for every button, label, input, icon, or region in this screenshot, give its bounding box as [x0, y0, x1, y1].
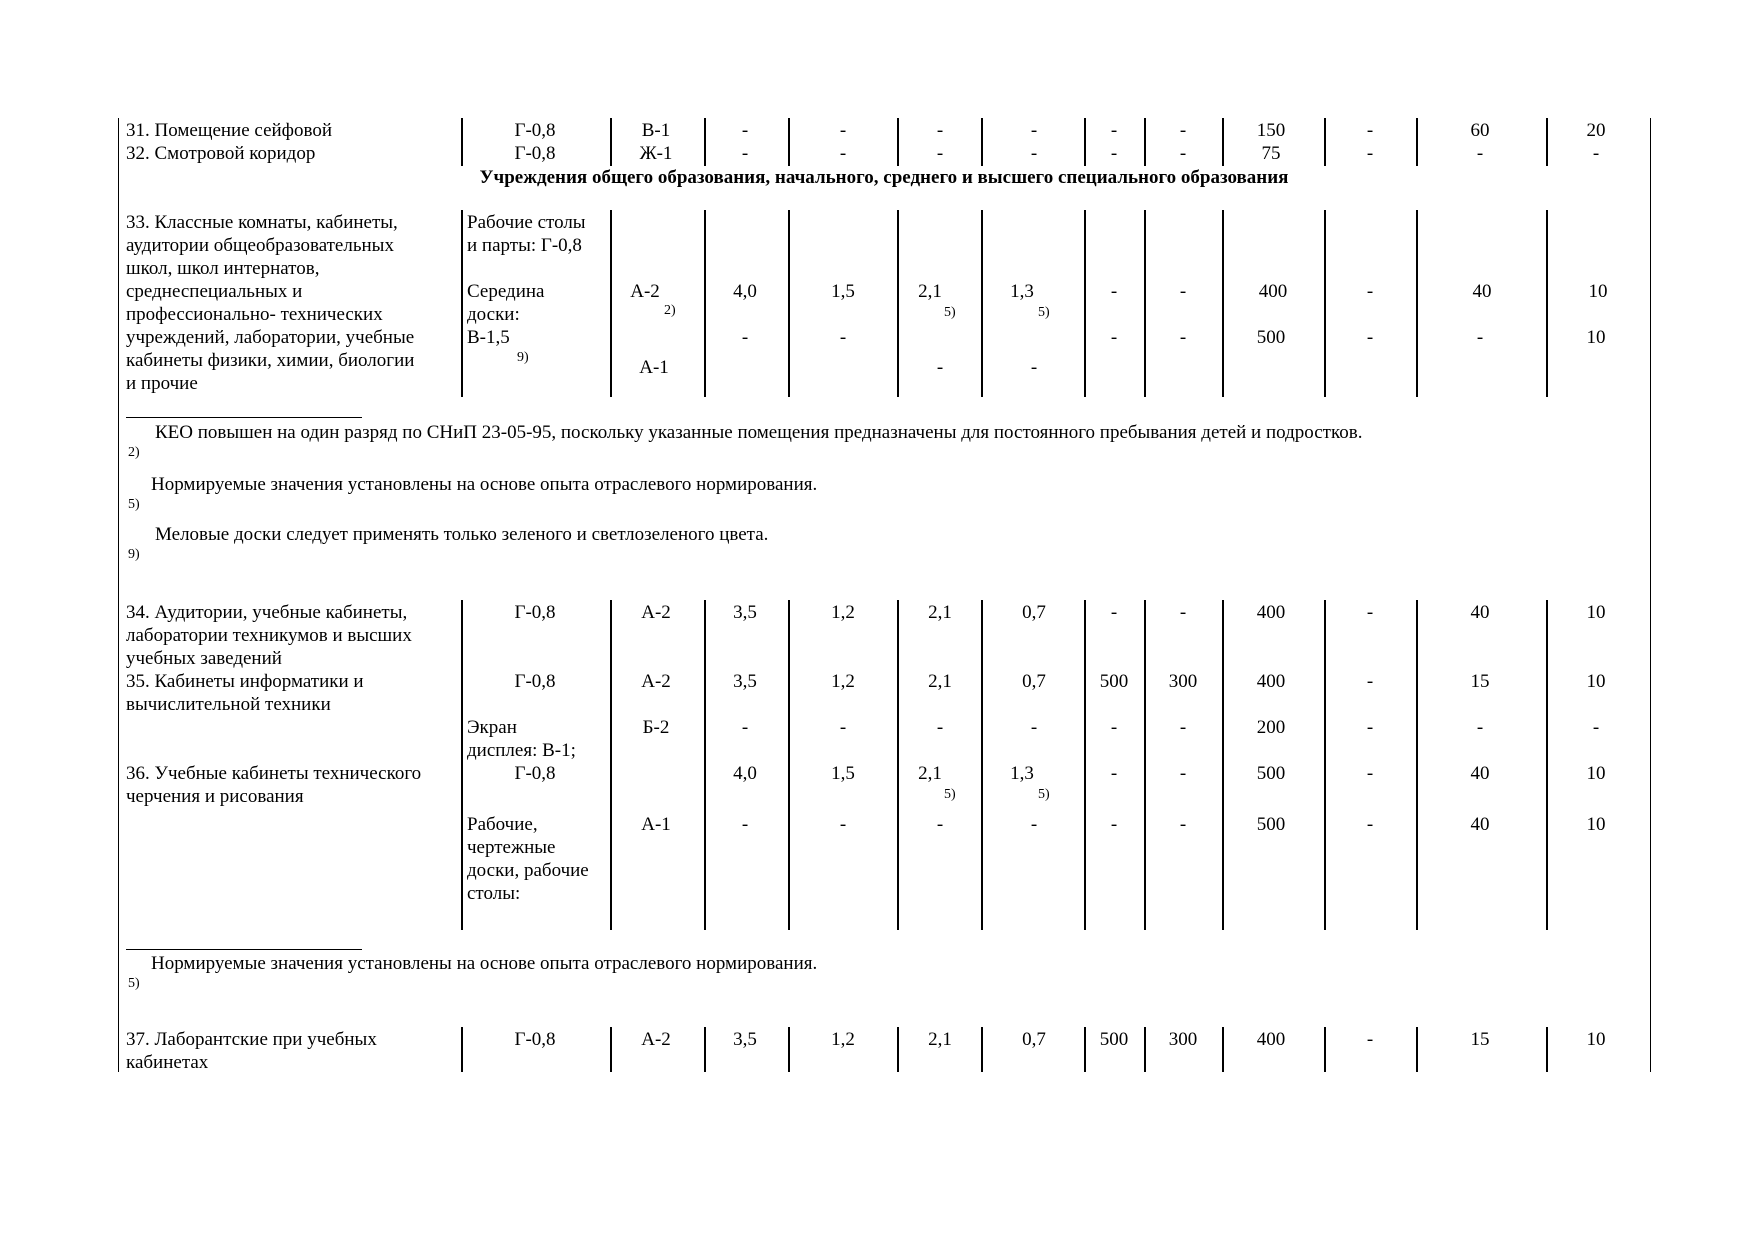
cell: А-2 — [630, 281, 660, 302]
row-name-line: кабинеты физики, химии, биологии — [126, 350, 415, 371]
cell: 1,2 — [831, 602, 855, 623]
plane-line: Рабочие столы — [467, 212, 586, 233]
cell: 400 — [1256, 602, 1286, 623]
cell: 0,7 — [1022, 1029, 1046, 1050]
cell: 500 — [1256, 814, 1286, 835]
cell: А-2 — [641, 671, 671, 692]
cell: - — [936, 717, 944, 738]
cell: 4,0 — [733, 281, 757, 302]
cell: - — [1476, 717, 1484, 738]
cell: - — [741, 327, 749, 348]
cell: 40 — [1470, 763, 1490, 784]
cell: - — [1110, 717, 1118, 738]
row-name-line: школ, школ интернатов, — [126, 258, 320, 279]
cell: - — [1110, 143, 1118, 164]
cell: 150 — [1256, 120, 1286, 141]
cell: - — [1366, 602, 1374, 623]
cell: Г-0,8 — [514, 763, 556, 784]
footnote-text: Нормируемые значения установлены на основе опыта отраслевого нормирования. — [151, 953, 818, 974]
cell: 1,2 — [831, 671, 855, 692]
cell: 10 — [1586, 1029, 1606, 1050]
cell: - — [1366, 281, 1374, 302]
cell: - — [1476, 327, 1484, 348]
footnote-rule — [126, 417, 362, 418]
cell: А-1 — [641, 814, 671, 835]
cell: 2,1 — [918, 281, 942, 302]
cell: - — [1476, 143, 1484, 164]
cell: - — [741, 120, 749, 141]
plane-line: В-1,5 — [467, 327, 510, 348]
cell: Г-0,8 — [514, 671, 556, 692]
row-name-line: 37. Лаборантские при учебных — [126, 1029, 377, 1050]
row-name-line: черчения и рисования — [126, 786, 304, 807]
footnote-ref: 5) — [944, 787, 956, 802]
cell: 1,3 — [1010, 763, 1034, 784]
cell: 2,1 — [918, 763, 942, 784]
footnote-ref: 5) — [1038, 305, 1050, 320]
cell: - — [936, 143, 944, 164]
cell: - — [1366, 327, 1374, 348]
cell: 1,3 — [1010, 281, 1034, 302]
cell: 2,1 — [928, 1029, 952, 1050]
cell: - — [741, 814, 749, 835]
table-left-border — [118, 118, 119, 1072]
plane-line: дисплея: В-1; — [467, 740, 576, 761]
cell: - — [1179, 814, 1187, 835]
footnote-ref: 2) — [664, 303, 676, 318]
row-name: 31. Помещение сейфовой — [126, 120, 332, 141]
cell: 10 — [1586, 814, 1606, 835]
plane-line: доски, рабочие — [467, 860, 589, 881]
cell: 3,5 — [733, 671, 757, 692]
cell: - — [1366, 814, 1374, 835]
section-header: Учреждения общего образования, начального, среднего и высшего специального образования — [479, 167, 1289, 188]
row-name-line: аудитории общеобразовательных — [126, 235, 394, 256]
footnote-text: Нормируемые значения установлены на основе опыта отраслевого нормирования. — [151, 474, 818, 495]
cell: 20 — [1586, 120, 1606, 141]
cell: 60 — [1470, 120, 1490, 141]
cell: - — [1366, 763, 1374, 784]
cell: - — [1366, 1029, 1374, 1050]
cell: 3,5 — [733, 602, 757, 623]
cell: - — [1110, 602, 1118, 623]
row-name-line: 33. Классные комнаты, кабинеты, — [126, 212, 398, 233]
row-name: 32. Смотровой коридор — [126, 143, 316, 164]
cell: - — [1110, 281, 1118, 302]
cell: 400 — [1258, 281, 1288, 302]
cell: - — [1179, 717, 1187, 738]
plane-line: чертежные — [467, 837, 556, 858]
row-name-line: среднеспециальных и — [126, 281, 303, 302]
plane-line: Середина — [467, 281, 545, 302]
cell: 15 — [1470, 1029, 1490, 1050]
cell: 500 — [1099, 1029, 1129, 1050]
cell: Г-0,8 — [514, 143, 556, 164]
row-name-line: 34. Аудитории, учебные кабинеты, — [126, 602, 408, 623]
cell: 500 — [1099, 671, 1129, 692]
plane-line: доски: — [467, 304, 520, 325]
cell: 40 — [1470, 602, 1490, 623]
cell: В-1 — [641, 120, 671, 141]
cell: - — [1366, 143, 1374, 164]
cell: - — [1110, 120, 1118, 141]
cell: 500 — [1256, 327, 1286, 348]
cell: - — [1592, 717, 1600, 738]
cell: - — [839, 120, 847, 141]
cell: А-2 — [641, 1029, 671, 1050]
cell: 40 — [1470, 814, 1490, 835]
cell: 10 — [1586, 602, 1606, 623]
row-name-line: кабинетах — [126, 1052, 209, 1073]
cell: 3,5 — [733, 1029, 757, 1050]
cell: - — [741, 717, 749, 738]
cell: - — [1179, 281, 1187, 302]
cell: А-2 — [641, 602, 671, 623]
row-name-line: и прочие — [126, 373, 198, 394]
cell: 1,5 — [831, 281, 855, 302]
cell: 400 — [1256, 671, 1286, 692]
footnote-ref: 5) — [944, 305, 956, 320]
cell: - — [839, 327, 847, 348]
cell: 2,1 — [928, 671, 952, 692]
cell: - — [936, 120, 944, 141]
cell: 500 — [1256, 763, 1286, 784]
cell: Б-2 — [642, 717, 670, 738]
cell: 300 — [1168, 1029, 1198, 1050]
cell: - — [1179, 143, 1187, 164]
cell: - — [1030, 357, 1038, 378]
cell: 40 — [1472, 281, 1492, 302]
cell: 10 — [1586, 763, 1606, 784]
cell: - — [1179, 602, 1187, 623]
cell: - — [741, 143, 749, 164]
footnote-text: Меловые доски следует применять только зеленого и светлозеленого цвета. — [155, 524, 769, 545]
cell: 15 — [1470, 671, 1490, 692]
table-right-border — [1650, 118, 1651, 1072]
cell: 1,5 — [831, 763, 855, 784]
cell: Г-0,8 — [514, 1029, 556, 1050]
cell: - — [1366, 120, 1374, 141]
cell: А-1 — [639, 357, 669, 378]
cell: 10 — [1586, 671, 1606, 692]
row-name-line: учебных заведений — [126, 648, 282, 669]
cell: Г-0,8 — [514, 120, 556, 141]
row-name-line: профессионально- технических — [126, 304, 383, 325]
footnote-mark: 5) — [128, 497, 140, 512]
cell: - — [1030, 814, 1038, 835]
cell: - — [1030, 717, 1038, 738]
footnote-mark: 5) — [128, 976, 140, 991]
cell: - — [1110, 327, 1118, 348]
cell: - — [1030, 120, 1038, 141]
row-name-line: вычислительной техники — [126, 694, 331, 715]
cell: 10 — [1588, 281, 1608, 302]
cell: - — [1110, 763, 1118, 784]
cell: - — [1179, 120, 1187, 141]
cell: - — [839, 717, 847, 738]
footnote-mark: 2) — [128, 445, 140, 460]
cell: Ж-1 — [639, 143, 673, 164]
cell: - — [936, 357, 944, 378]
row-name-line: 35. Кабинеты информатики и — [126, 671, 364, 692]
cell: 75 — [1261, 143, 1281, 164]
cell: - — [1366, 671, 1374, 692]
footnote-ref: 5) — [1038, 787, 1050, 802]
cell: 300 — [1168, 671, 1198, 692]
plane-line: и парты: Г-0,8 — [467, 235, 582, 256]
cell: 10 — [1586, 327, 1606, 348]
footnote-text: КЕО повышен на один разряд по СНиП 23-05-95, поскольку указанные помещения предназначены для постоянного пребывания детей и подростков. — [155, 422, 1363, 443]
cell: 400 — [1256, 1029, 1286, 1050]
row-name-line: лаборатории техникумов и высших — [126, 625, 412, 646]
cell: 200 — [1256, 717, 1286, 738]
plane-line: Рабочие, — [467, 814, 538, 835]
plane-line: Экран — [467, 717, 517, 738]
row-name-line: 36. Учебные кабинеты технического — [126, 763, 422, 784]
footnote-mark: 9) — [128, 547, 140, 562]
cell: 2,1 — [928, 602, 952, 623]
cell: - — [839, 814, 847, 835]
cell: - — [1030, 143, 1038, 164]
footnote-rule — [126, 949, 362, 950]
footnote-ref: 9) — [517, 350, 529, 365]
cell: - — [1110, 814, 1118, 835]
cell: - — [1179, 763, 1187, 784]
cell: Г-0,8 — [514, 602, 556, 623]
cell: 4,0 — [733, 763, 757, 784]
plane-line: столы: — [467, 883, 521, 904]
cell: - — [839, 143, 847, 164]
cell: - — [1366, 717, 1374, 738]
cell: - — [1592, 143, 1600, 164]
cell: - — [936, 814, 944, 835]
cell: 0,7 — [1022, 671, 1046, 692]
cell: - — [1179, 327, 1187, 348]
cell: 1,2 — [831, 1029, 855, 1050]
row-name-line: учреждений, лаборатории, учебные — [126, 327, 415, 348]
cell: 0,7 — [1022, 602, 1046, 623]
